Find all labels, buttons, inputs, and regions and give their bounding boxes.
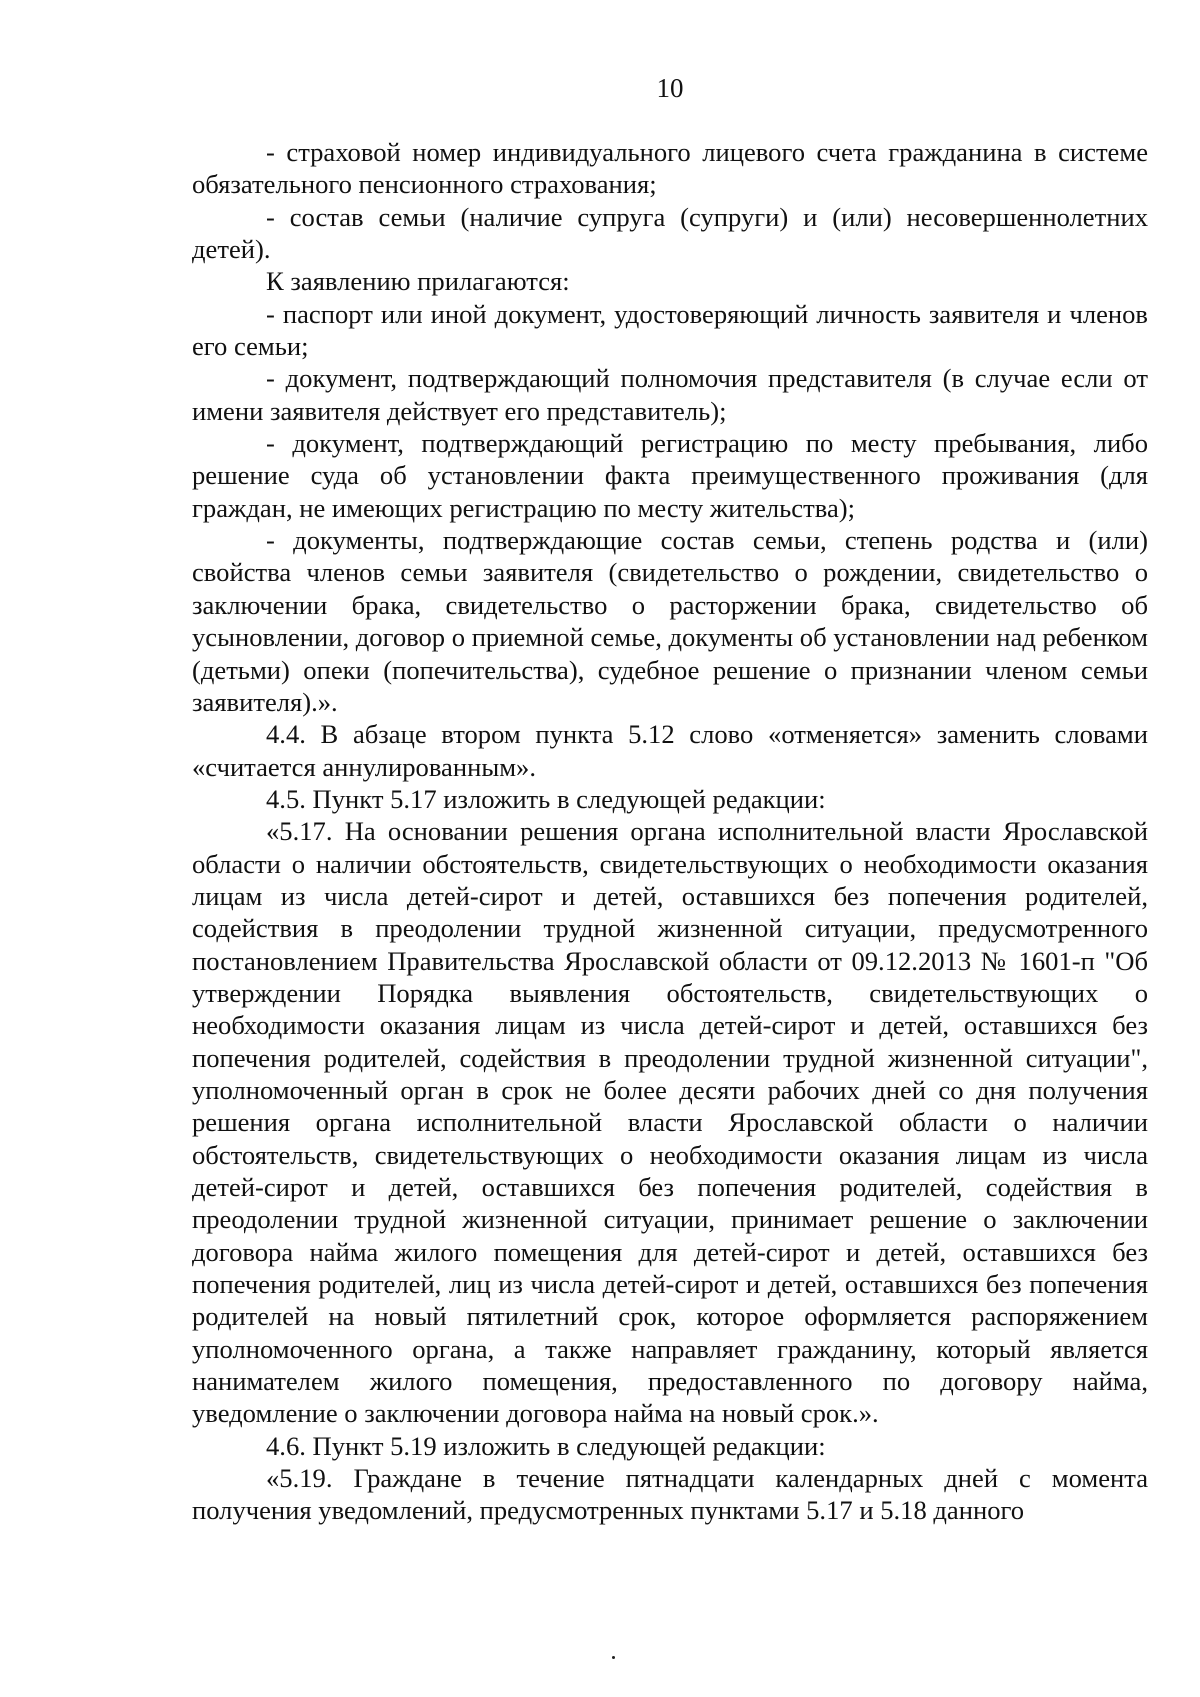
paragraph-attachments-heading: К заявлению прилагаются: bbox=[266, 266, 570, 297]
paragraph-insurance-number: - страховой номер индивидуального лицевого счета гражданина в системе обязательного пенсионного страхования; bbox=[192, 137, 1148, 200]
paragraph-family-composition: - состав семьи (наличие супруга (супруги) и (или) несовершеннолетних детей). bbox=[192, 201, 1148, 265]
document-body bbox=[192, 136, 1148, 1527]
paragraph-representative-authority: - документ, подтверждающий полномочия представителя (в случае если от имени заявителя действует его представитель); bbox=[192, 363, 1148, 426]
paragraph-4-4: 4.4. В абзаце втором пункта 5.12 слово «отменяется» заменить словами «считается аннулированным». bbox=[192, 719, 1148, 782]
paragraph-4-6: 4.6. Пункт 5.19 изложить в следующей редакции: bbox=[266, 1430, 826, 1461]
scan-speck bbox=[612, 1656, 615, 1659]
paragraph-5-17: «5.17. На основании решения органа исполнительной власти Ярославской области о наличии обстоятельств, свидетельствующих о необходимости оказания лицам из числа детей-сирот и детей, оставшихся без попечения родителей, содействия в преодолении трудной жизненной ситуации, предусмотренного постановлением Правительства Ярославской области от 09.12.2013 № 1601-п "Об утверждении Порядка выявления обстоятельств, свидетельствующих о необходимости оказания лицам из числа детей-сирот и детей, оставшихся без попечения родителей, содействия в преодолении трудной жизненной ситуации", уполномоченный орган в срок не более десяти рабочих дней со дня получения решения органа исполнительной власти Ярославской области о наличии обстоятельств, свидетельствующих о необходимости оказания лицам из числа детей-сирот и детей, оставшихся без попечения родителей, содействия в преодолении трудной жизненной ситуации, принимает решение о заключении договора найма жилого помещения для детей-сирот и детей, оставшихся без попечения родителей, лиц из числа детей-сирот и детей, оставшихся без попечения родителей на новый пятилетний срок, которое оформляется распоряжением уполномоченного органа, а также направляет гражданину, который является нанимателем жилого помещения, предоставленного по договору найма, уведомление о заключении договора найма на новый срок.». bbox=[192, 816, 1148, 1429]
paragraph-registration-document: - документ, подтверждающий регистрацию по месту пребывания, либо решение суда об установлении факта преимущественного проживания (для граждан, не имеющих регистрацию по месту жительства); bbox=[192, 428, 1148, 523]
paragraph-4-5: 4.5. Пункт 5.17 изложить в следующей редакции: bbox=[266, 783, 826, 814]
page-number: 10 bbox=[656, 73, 684, 103]
paragraph-passport: - паспорт или иной документ, удостоверяющий личность заявителя и членов его семьи; bbox=[192, 298, 1148, 362]
paragraph-5-19: «5.19. Граждане в течение пятнадцати календарных дней с момента получения уведомлений, предусмотренных пунктами 5.17 и 5.18 данного bbox=[192, 1463, 1148, 1526]
paragraph-family-documents: - документы, подтверждающие состав семьи, степень родства и (или) свойства членов семьи заявителя (свидетельство о рождении, свидетельство о заключении брака, свидетельство о расторжении брака, свидетельство об усыновлении, договор о приемной семье, документы об установлении над ребенком (детьми) опеки (попечительства), судебное решение о признании членом семьи заявителя).». bbox=[192, 525, 1149, 717]
